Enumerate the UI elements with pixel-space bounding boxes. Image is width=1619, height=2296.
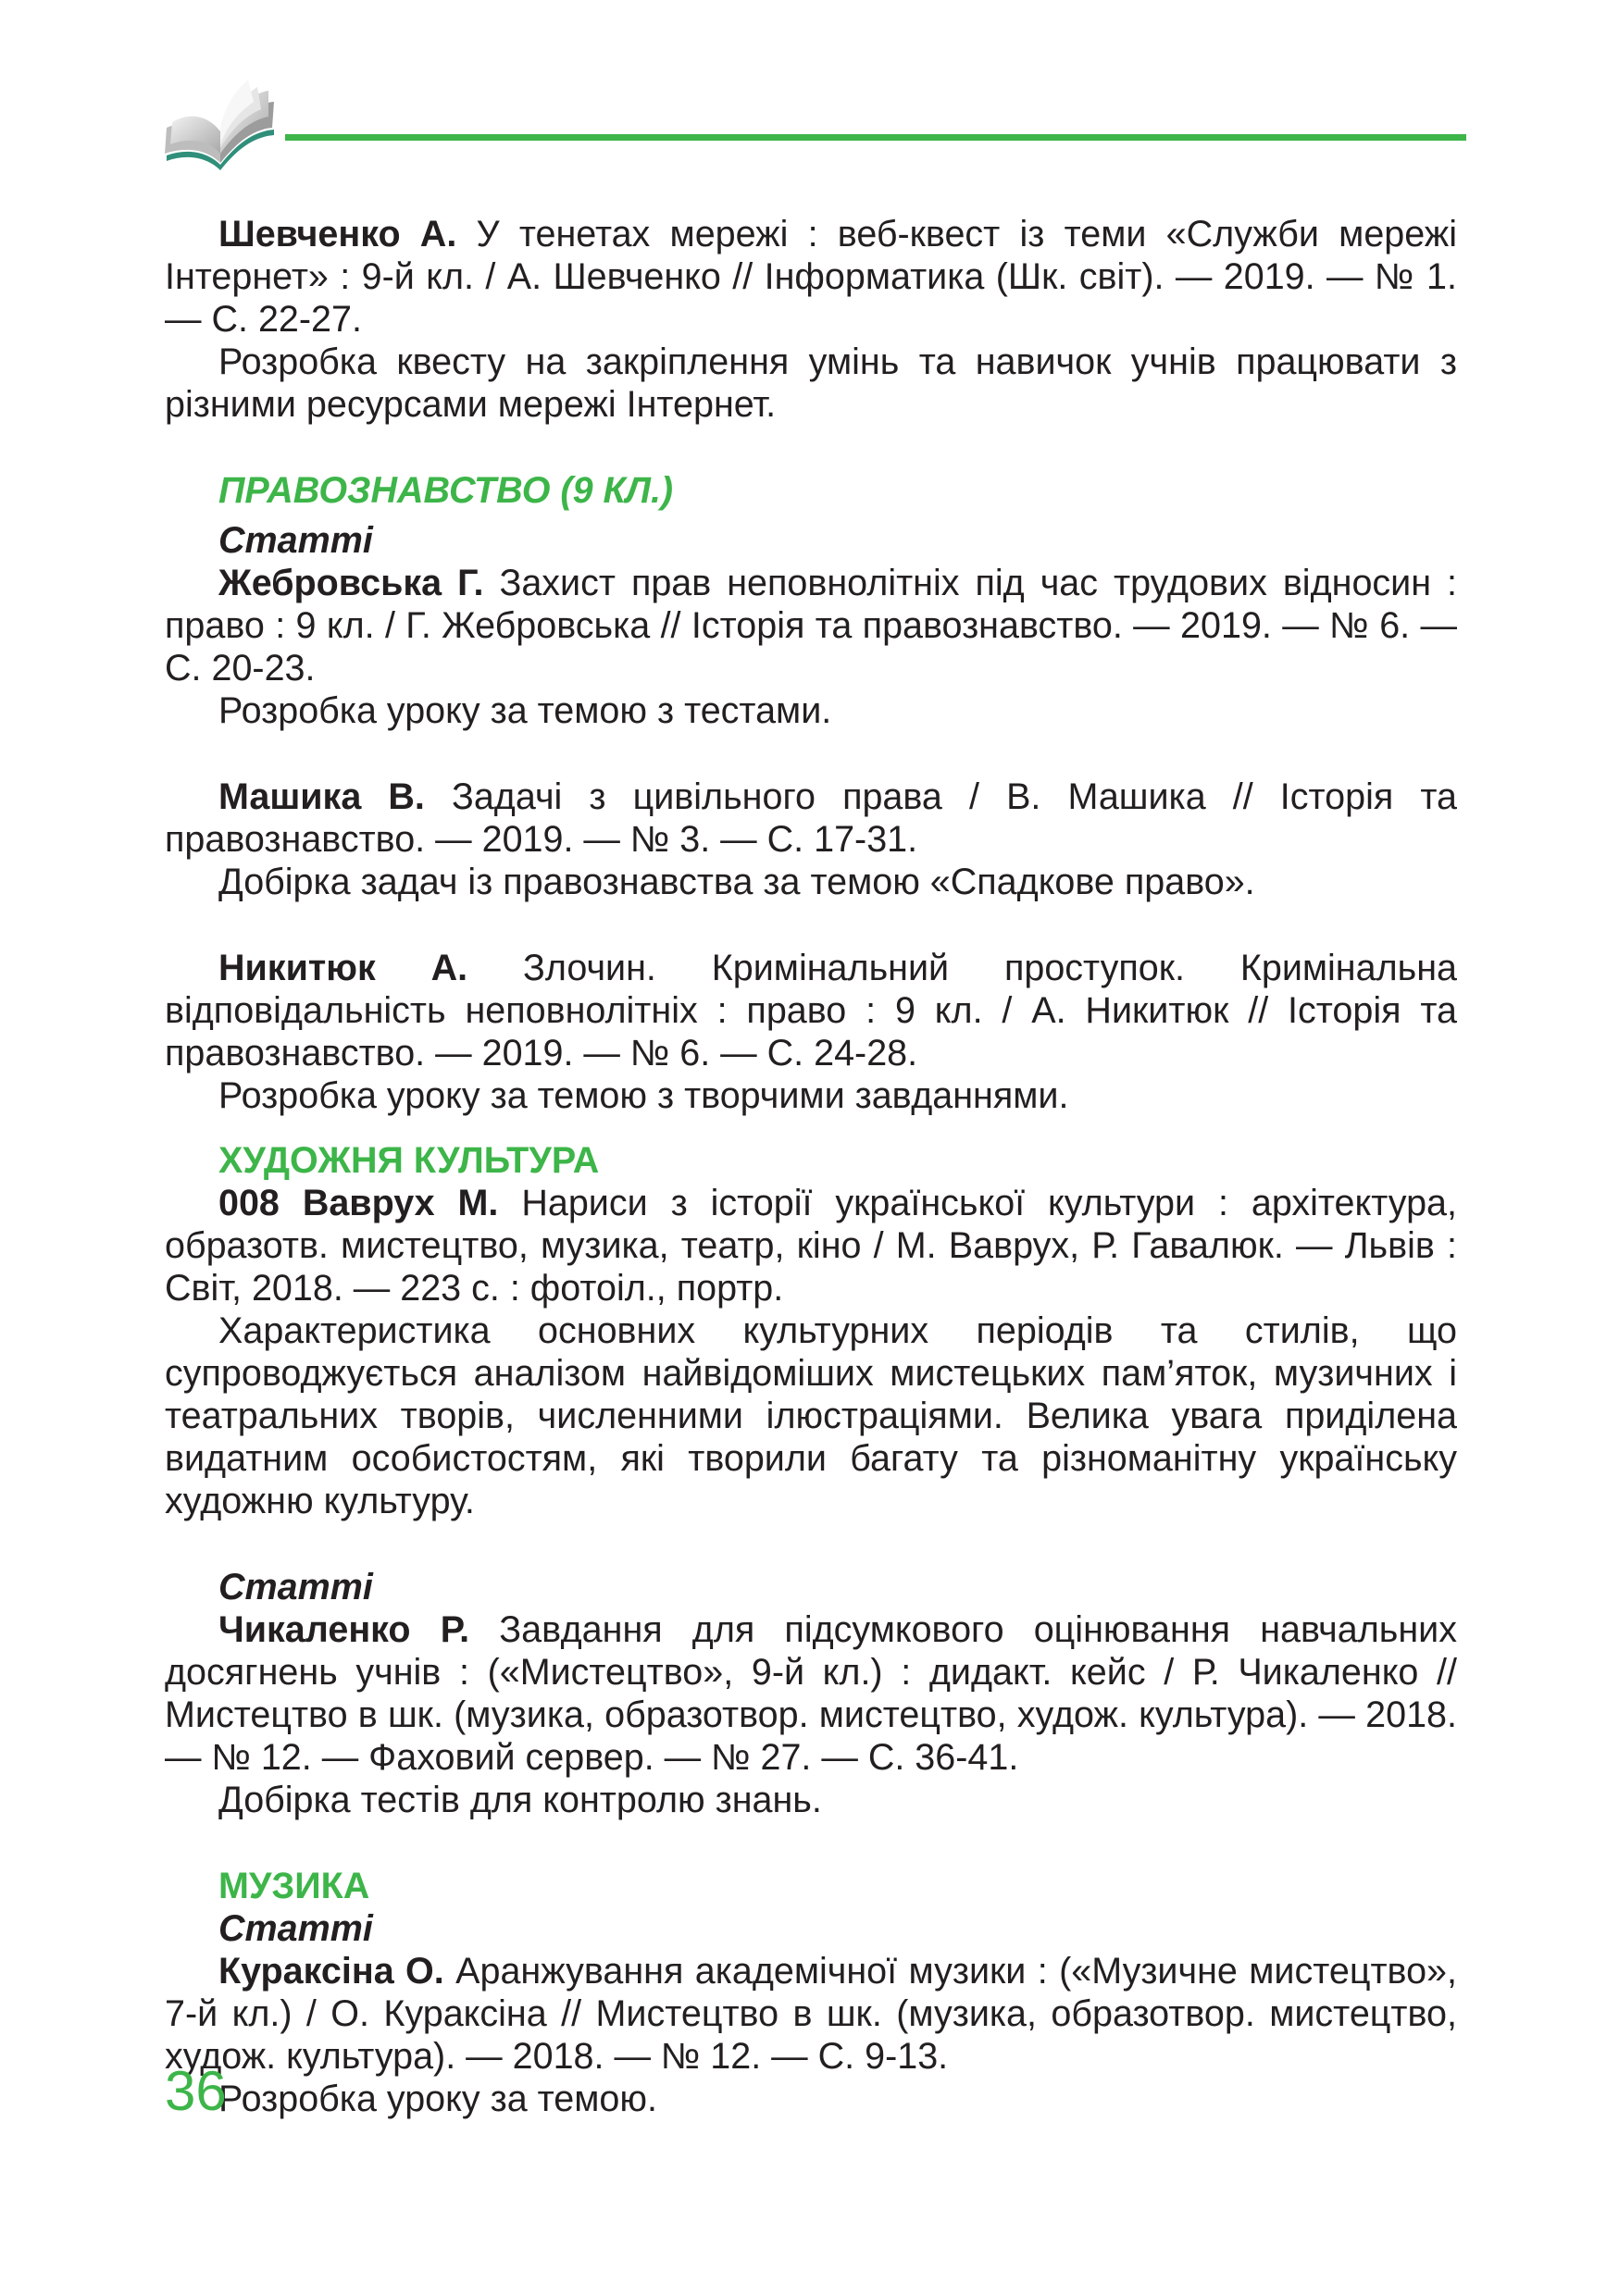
entry-annotation: Розробка уроку за темою з творчими завданнями. <box>218 1075 1069 1116</box>
entry-chykalenko <box>165 1608 1457 1779</box>
entry-text: У тенетах мережі : веб-квест із теми «Служби мережі Інтернет» : 9-й кл. / А. Шевченко // Інформатика (Шк. світ). — 2019. — № 1. — С. 22-27. <box>165 214 1457 340</box>
entry-author: Жебровська Г. <box>218 563 484 603</box>
entry-annotation: Характеристика основних культурних періодів та стилів, що супроводжується аналізом найвідоміших мистецьких пам’яток, музичних і театральних творів, численними ілюстраціями. Велика увага приділена видатним особистостям, які творили багату та різноманітну українську художню культуру. <box>165 1310 1457 1521</box>
bibliography-content <box>165 213 1457 2120</box>
entry-vavrukh <box>165 1182 1457 1309</box>
subheading-articles: Статті <box>218 520 373 561</box>
entry-annotation: Розробка квесту на закріплення умінь та навичок учнів працювати з різними ресурсами мережі Інтернет. <box>165 341 1457 425</box>
section-title-art: ХУДОЖНЯ КУЛЬТУРА <box>218 1140 600 1181</box>
entry-annotation: Добірка задач із правознавства за темою «Спадкове право». <box>218 862 1255 902</box>
entry-author: 008 Ваврух М. <box>218 1183 499 1223</box>
entry-author: Никитюк А. <box>218 948 468 988</box>
open-book-icon <box>159 70 280 172</box>
entry-author: Шевченко А. <box>218 214 457 254</box>
entry-author: Чикаленко Р. <box>218 1609 470 1650</box>
entry-text: Злочин. Кримінальний проступок. Кримінальна відповідальність неповнолітніх : право : 9 кл. / А. Никитюк // Історія та правознавство. — 2019. — № 6. — С. 24-28. <box>165 948 1458 1074</box>
subheading-articles: Статті <box>218 1567 373 1607</box>
section-title-law: ПРАВОЗНАВСТВО (9 КЛ.) <box>218 470 674 511</box>
entry-annotation: Розробка уроку за темою. <box>218 2079 657 2119</box>
subheading-articles: Статті <box>218 1908 373 1949</box>
page-number: 36 <box>165 2060 227 2122</box>
entry-kuraksina <box>165 1950 1457 2078</box>
entry-text: Задачі з цивільного права / В. Машика // Історія та правознавство. — 2019. — № 3. — С. 17-31. <box>165 776 1457 860</box>
entry-zhebrovska <box>165 562 1457 689</box>
entry-text: Нариси з історії української культури : архітектура, образотв. мистецтво, музика, театр, кіно / М. Ваврух, Р. Гавалюк. — Львів : Світ, 2018. — 223 с. : фотоіл., портр. <box>165 1183 1457 1309</box>
entry-author: Машика В. <box>218 776 425 817</box>
entry-text: Завдання для підсумкового оцінювання навчальних досягнень учнів : («Мистецтво», 9-й кл.) : дидакт. кейс / Р. Чикаленко // Мистецтво в шк. (музика, образотвор. мистецтво, худож. культура). — 2018. — № 12. — Фаховий сервер. — № 27. — С. 36-41. <box>165 1609 1457 1778</box>
entry-mashyka <box>165 776 1457 861</box>
entry-text: Аранжування академічної музики : («Музичне мистецтво», 7-й кл.) / О. Кураксіна // Мистецтво в шк. (музика, образотвор. мистецтво, худож. культура). — 2018. — № 12. — С. 9-13. <box>165 1951 1457 2077</box>
entry-annotation: Розробка уроку за темою з тестами. <box>218 690 832 731</box>
header-rule <box>285 134 1466 141</box>
entry-shevchenko <box>165 213 1457 341</box>
entry-author: Кураксіна О. <box>218 1951 444 1992</box>
entry-annotation: Добірка тестів для контролю знань. <box>218 1780 822 1820</box>
entry-nykytiuk <box>165 947 1457 1074</box>
section-title-music: МУЗИКА <box>218 1866 370 1906</box>
entry-text: Захист прав неповнолітніх під час трудових відносин : право : 9 кл. / Г. Жебровська // Історія та правознавство. — 2019. — № 6. — С. 20-23. <box>165 563 1457 689</box>
